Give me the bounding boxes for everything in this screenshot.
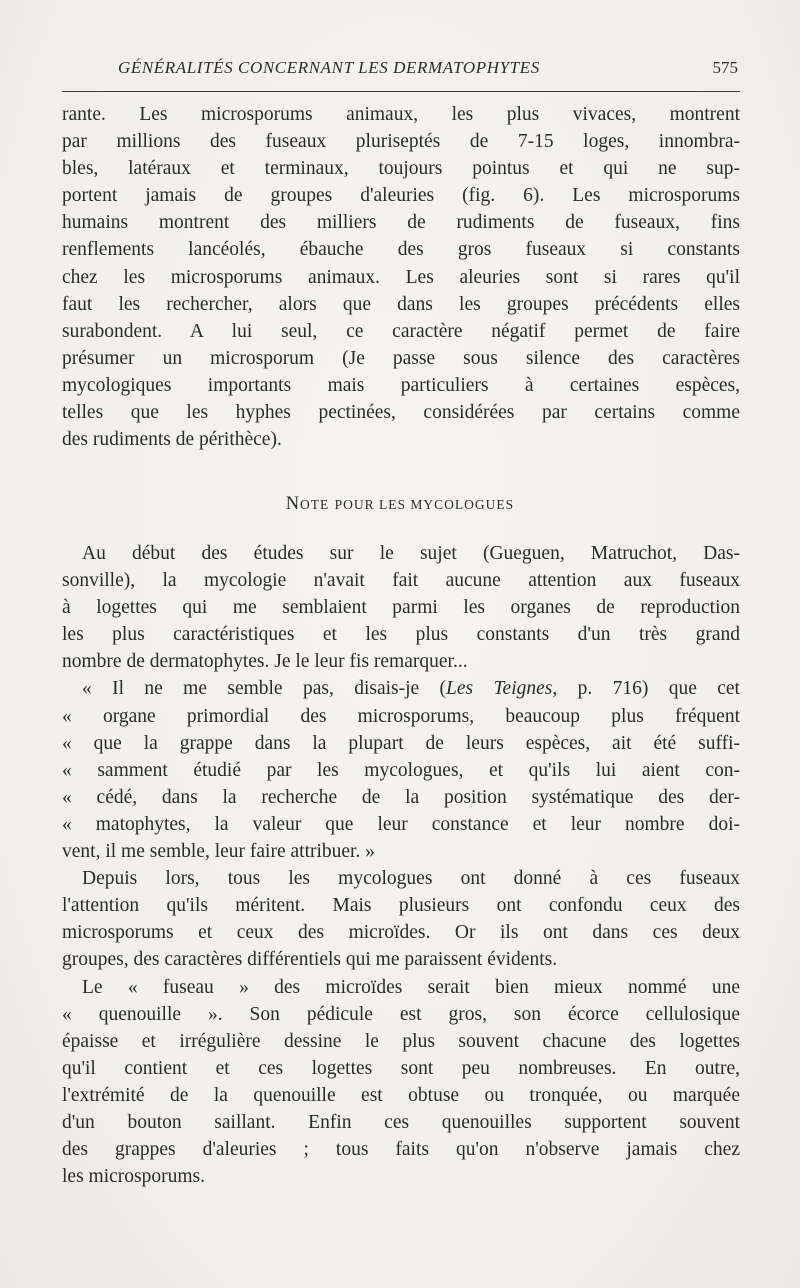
paragraph-3 xyxy=(62,865,740,973)
text-line: les plus caractéristiques et les plus constants d'un très grand xyxy=(62,624,740,646)
page-header xyxy=(62,58,740,82)
text-line: microsporums et ceux des microïdes. Or ils ont dans ces deux xyxy=(62,922,740,944)
text-line: « que la grappe dans la plupart de leurs espèces, ait été suffi- xyxy=(62,732,740,754)
text-line: à logettes qui me semblaient parmi les organes de reproduction xyxy=(62,597,740,619)
heading-rest-small-caps: POUR LES MYCOLOGUES xyxy=(334,497,515,512)
text-line: vent, il me semble, leur faire attribuer. » xyxy=(62,841,375,863)
quote-text: , p. 716) que cet xyxy=(552,678,740,700)
header-rule xyxy=(62,91,740,92)
text-line: bles, latéraux et terminaux, toujours pointus et qui ne sup- xyxy=(62,158,740,180)
text-line: Au début des études sur le sujet (Gueguen, Matruchot, Das- xyxy=(82,543,740,564)
text-line: surabondent. A lui seul, ce caractère négatif permet de faire xyxy=(62,320,740,342)
text-line: par millions des fuseaux pluriseptés de 7-15 loges, innombra- xyxy=(62,131,740,153)
text-line: l'extrémité de la quenouille est obtuse ou tronquée, ou marquée xyxy=(62,1084,740,1106)
text-line: épaisse et irrégulière dessine le plus souvent chacune des logettes xyxy=(62,1030,740,1052)
text-line: Le « fuseau » des microïdes serait bien mieux nommé une xyxy=(82,976,740,998)
text-line: sonville), la mycologie n'avait fait aucune attention aux fuseaux xyxy=(62,570,740,592)
quote-first-line xyxy=(62,675,740,702)
text-line: « quenouille ». Son pédicule est gros, son écorce cellulosique xyxy=(62,1003,740,1025)
text-line: « cédé, dans la recherche de la position systématique des der- xyxy=(62,786,740,808)
text-line: rante. Les microsporums animaux, les plus vivaces, montrent xyxy=(62,104,740,125)
heading-word-small-caps: OTE xyxy=(299,497,330,512)
paragraph-4 xyxy=(62,974,740,1191)
text-line: Depuis lors, tous les mycologues ont donné à ces fuseaux xyxy=(82,868,740,890)
text-line: « matophytes, la valeur que leur constance et leur nombre doi- xyxy=(62,813,740,835)
paragraph-2 xyxy=(62,540,740,675)
text-line: « samment étudié par les mycologues, et qu'ils lui aient con- xyxy=(62,759,740,781)
text-line: telles que les hyphes pectinées, considérées par certains comme xyxy=(62,402,740,424)
text-line: qu'il contient et ces logettes sont peu nombreuses. En outre, xyxy=(62,1057,740,1079)
text-line: des rudiments de périthèce). xyxy=(62,429,282,451)
text-line: d'un bouton saillant. Enfin ces quenouilles supportent souvent xyxy=(62,1111,740,1133)
text-line: chez les microsporums animaux. Les aleuries sont si rares qu'il xyxy=(62,266,740,288)
quote-text: « Il ne me semble pas, disais-je ( xyxy=(82,678,447,700)
text-line: faut les rechercher, alors que dans les groupes précédents elles xyxy=(62,293,740,315)
text-line: les microsporums. xyxy=(62,1166,205,1188)
page-number: 575 xyxy=(712,58,738,77)
text-line: « organe primordial des microsporums, beaucoup plus fréquent xyxy=(62,705,740,727)
text-line: l'attention qu'ils méritent. Mais plusieurs ont confondu ceux des xyxy=(62,895,740,917)
text-line: présumer un microsporum (Je passe sous silence des caractères xyxy=(62,347,740,369)
section-note-body xyxy=(62,540,740,1190)
text-line: portent jamais de groupes d'aleuries (fig. 6). Les microsporums xyxy=(62,185,740,207)
text-line: mycologiques importants mais particuliers à certaines espèces, xyxy=(62,374,740,396)
book-title: Les Teignes xyxy=(446,678,553,700)
running-head: GÉNÉRALITÉS CONCERNANT LES DERMATOPHYTES xyxy=(118,58,540,77)
text-line: groupes, des caractères différentiels qui me paraissent évidents. xyxy=(62,949,558,971)
quotation xyxy=(62,675,740,865)
section-heading xyxy=(0,494,800,515)
text-line: des grappes d'aleuries ; tous faits qu'on n'observe jamais chez xyxy=(62,1139,740,1161)
paragraph-1 xyxy=(62,101,740,453)
text-line: renflements lancéolés, ébauche des gros fuseaux si constants xyxy=(62,239,740,261)
text-line: nombre de dermatophytes. Je le leur fis remarquer... xyxy=(62,651,468,673)
heading-initial: N xyxy=(285,494,300,514)
text-line: humains montrent des milliers de rudiments de fuseaux, fins xyxy=(62,212,740,234)
